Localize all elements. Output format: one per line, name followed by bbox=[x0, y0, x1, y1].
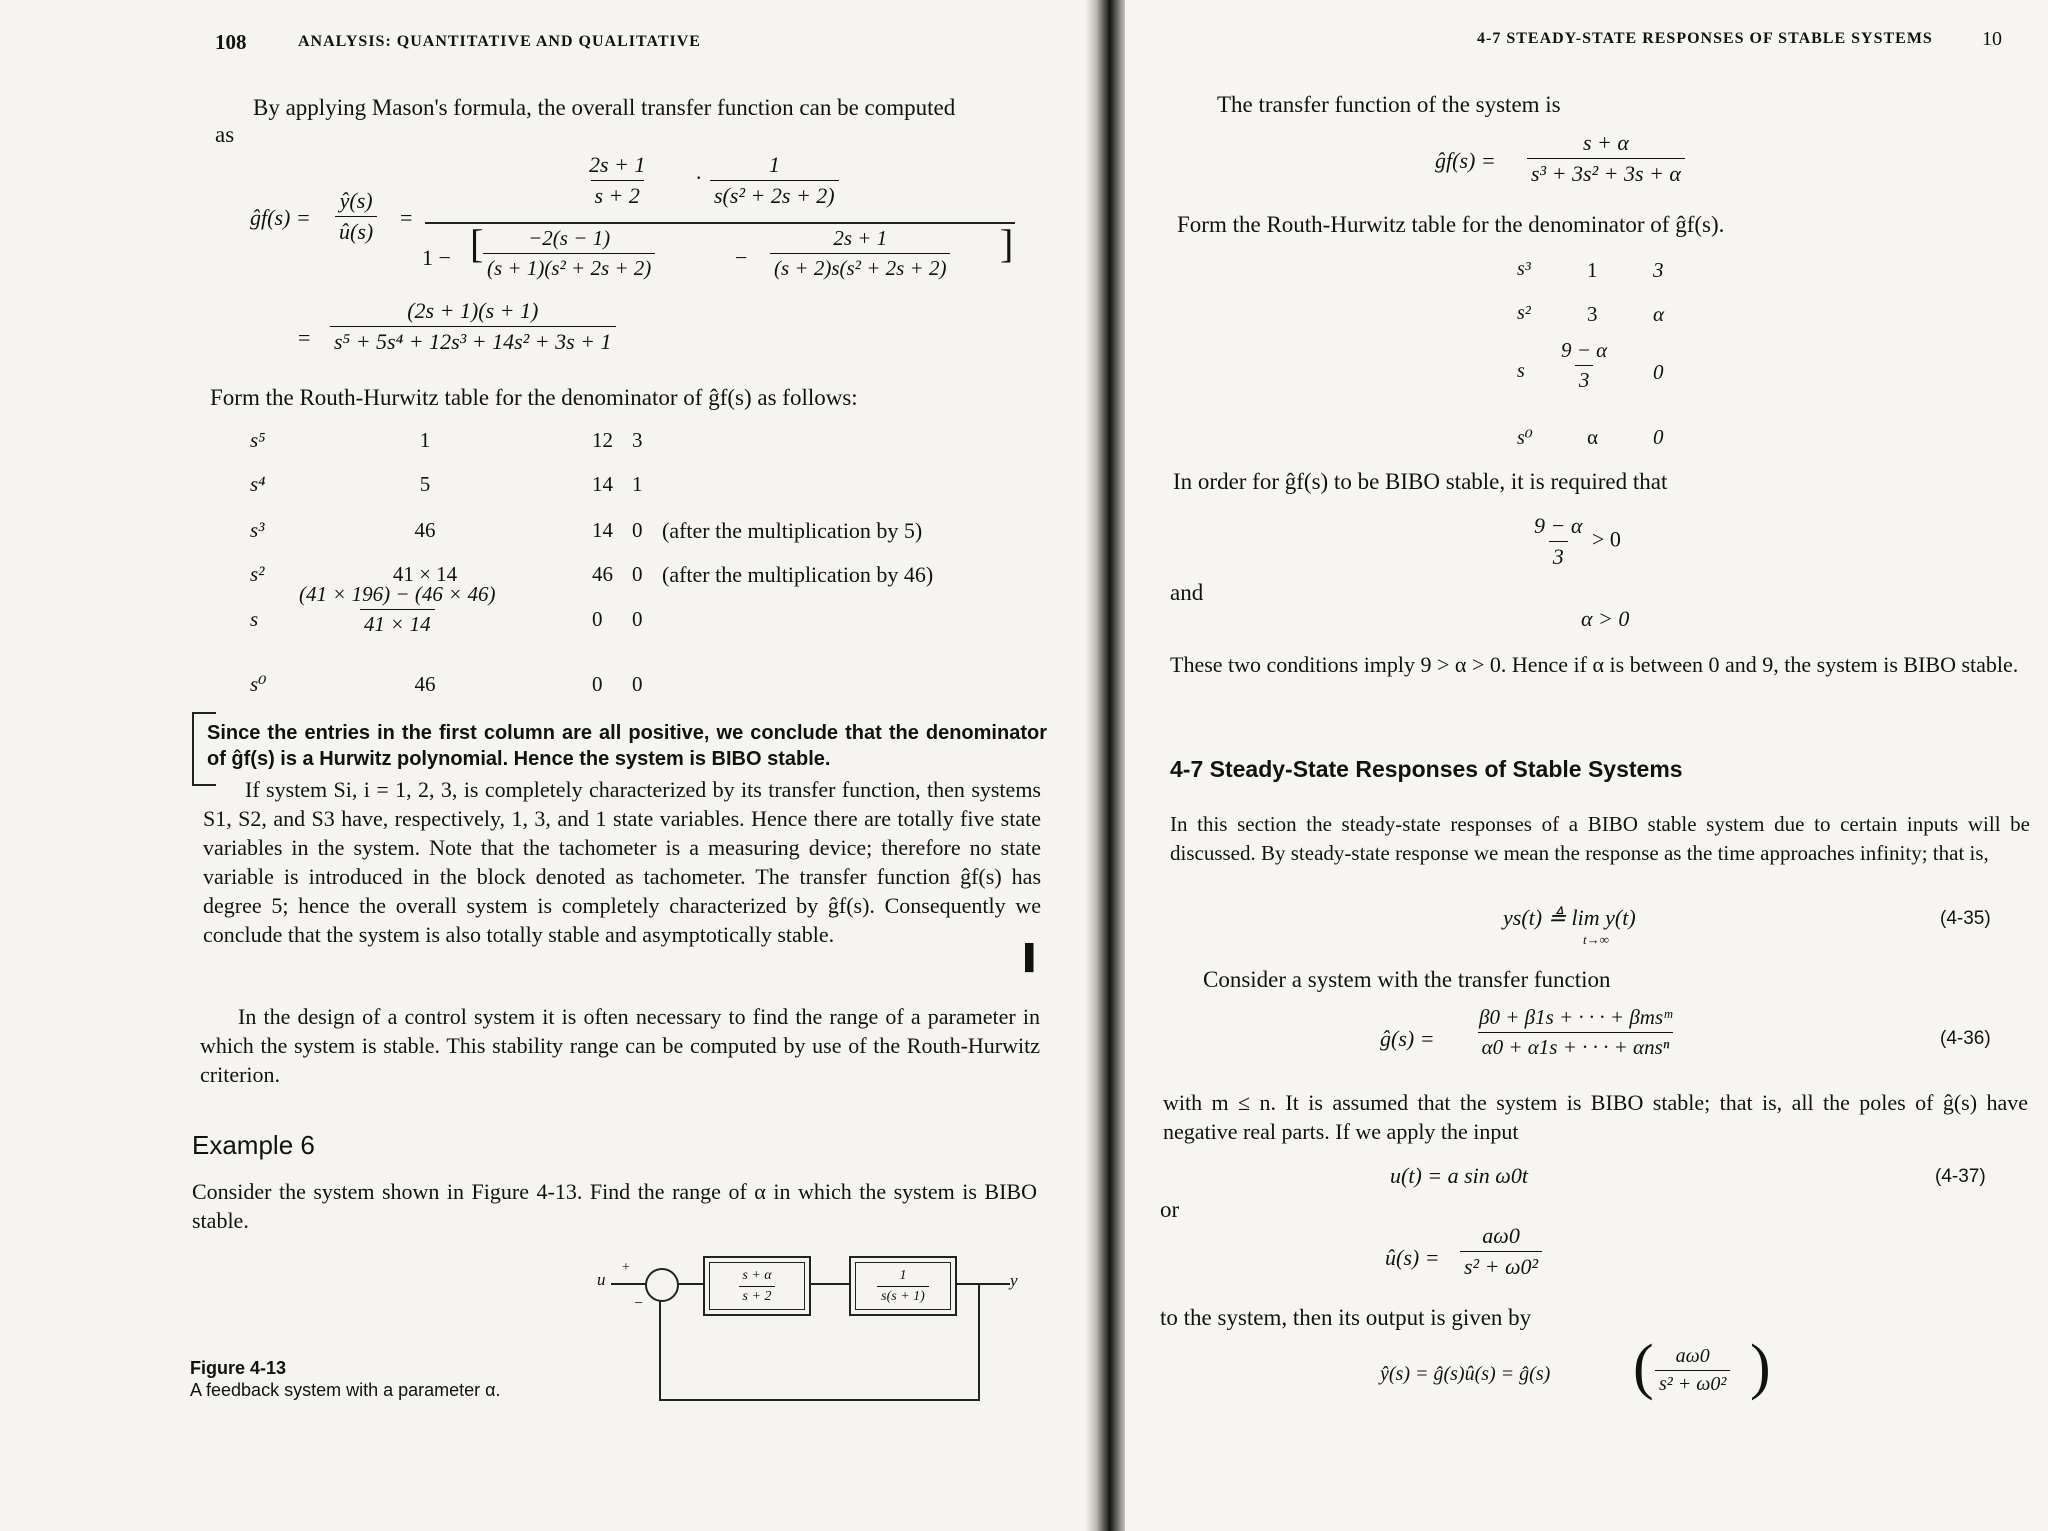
right-page-number: 10 bbox=[1982, 28, 2002, 50]
rh-right-c1-den: 3 bbox=[1575, 365, 1594, 393]
state-variables-paragraph: If system Si, i = 1, 2, 3, is completely characterized by its transfer function, then systems S1, S2, and S3 have, respectively, 1, 3, and 1 state variables. Hence there are totally five state variables in the system. Note that the tachometer is a measuring device; therefore no state variable is introduced in the block denoted as tachometer. The transfer function ĝf(s) has degree 5; hence the overall system is completely characterized by ĝf(s). Consequently we conclude that the system is also totally stable and asymptotically stable. bbox=[203, 777, 1041, 947]
right-running-head: 4-7 STEADY-STATE RESPONSES OF STABLE SYSTEMS bbox=[1477, 30, 1933, 47]
fig-input-line bbox=[611, 1283, 647, 1285]
eq-num-a: $\frac{2s + 1}{s + 2}$ bbox=[589, 152, 646, 208]
tf-lhs: ĝf(s) = bbox=[1435, 148, 1496, 173]
rh-c3: 3 bbox=[632, 428, 643, 452]
rh-c1 bbox=[295, 582, 500, 637]
eq-num-b: $\frac{1}{\text{s(s² + 2s + 2)}}$ bbox=[710, 152, 839, 209]
rh-power: s⁴ bbox=[250, 472, 266, 496]
yhat-lparen: ( bbox=[1633, 1333, 1654, 1401]
eq-4-36-fraction: $\frac{\text{β0 + β1s + · · · + βmsᵐ}}{\text{α0 + α1s + · · · + αnsⁿ}}$ bbox=[1479, 1005, 1672, 1059]
conclusion: These two conditions imply 9 > α > 0. Hence if α is between 0 and 9, the system is BIBO stable. bbox=[1170, 652, 2019, 677]
fig-line-between-blocks bbox=[809, 1283, 849, 1285]
uhat-fraction: $\frac{a\omega 0}{\text{s² + ω0²}}$ bbox=[1460, 1223, 1542, 1280]
output-intro: to the system, then its output is given by bbox=[1160, 1305, 1532, 1330]
intro-as: as bbox=[215, 122, 235, 147]
fig-output-label: y bbox=[1010, 1271, 1018, 1290]
rh-right-power: s³ bbox=[1517, 258, 1531, 280]
rh-c1: 5 bbox=[419, 472, 431, 496]
eq-4-36-lhs: ĝ(s) = bbox=[1380, 1026, 1435, 1051]
bold-paragraph: Since the entries in the first column are all positive, we conclude that the denominator of ĝf(s) is a Hurwitz polynomial. Hence the system is BIBO stable. bbox=[207, 722, 1047, 770]
rh-c2: 0 bbox=[592, 607, 603, 631]
summing-junction bbox=[645, 1268, 679, 1302]
end-of-proof-mark: ▌ bbox=[1025, 945, 1043, 971]
fig-feedback-up bbox=[659, 1300, 661, 1401]
rh-power: s⁰ bbox=[250, 672, 267, 696]
fig-plus-label: + bbox=[622, 1260, 630, 1275]
rh-right-c2: 0 bbox=[1653, 360, 1664, 384]
rh-c3: 0 bbox=[632, 518, 643, 542]
eq-den-rbracket: ] bbox=[1000, 221, 1014, 266]
tf-fraction: $\frac{s + \alpha}{\text{s³ + 3s² + 3s + α}}$ bbox=[1527, 130, 1685, 187]
rh-right-c1: 1 bbox=[1587, 258, 1598, 282]
fig-line-to-block1 bbox=[679, 1283, 703, 1285]
rh-c1-num: (41 × 196) − (46 × 46) bbox=[299, 582, 496, 606]
rh-c3: 1 bbox=[632, 472, 643, 496]
consider-text: Consider a system with the transfer function bbox=[1203, 967, 1611, 992]
rh-c2: 14 bbox=[592, 472, 613, 496]
rh-c1-fraction bbox=[295, 582, 500, 637]
book-gutter bbox=[1085, 0, 1130, 1531]
eq2-fraction: $\frac{(2s + 1)(s + 1)}{\text{s⁵ + 5s⁴ + 12s³ + 14s² + 3s + 1}}$ bbox=[330, 298, 616, 355]
left-page-number: 108 bbox=[215, 30, 247, 54]
rh-right-c1 bbox=[1557, 338, 1611, 393]
fig-input-label: u bbox=[597, 1270, 606, 1289]
and-label: and bbox=[1170, 580, 1204, 605]
example-heading: Example 6 bbox=[192, 1130, 315, 1160]
rh-power: s² bbox=[250, 562, 265, 586]
eq2-equals: = bbox=[298, 325, 311, 350]
block-2: $\frac{1}{s(s + 1)}$ bbox=[849, 1256, 957, 1316]
bibo-intro: In order for ĝf(s) to be BIBO stable, it is required that bbox=[1173, 469, 1668, 494]
tf-intro: The transfer function of the system is bbox=[1217, 92, 1561, 117]
rh-c3: 0 bbox=[632, 607, 643, 631]
eq-dot: · bbox=[695, 165, 703, 190]
section-heading: 4-7 Steady-State Responses of Stable Systems bbox=[1170, 756, 1683, 782]
rh-right-c2: α bbox=[1653, 302, 1665, 326]
yhat-rparen: ) bbox=[1750, 1333, 1771, 1401]
yhat-lhs: ŷ(s) = ĝ(s)û(s) = ĝ(s) bbox=[1380, 1363, 1551, 1385]
rh-right-power: s⁰ bbox=[1517, 427, 1533, 449]
example-text: Consider the system shown in Figure 4-13. Find the range of α in which the system is BIBO stable. bbox=[192, 1179, 1037, 1233]
eq-den-minus: − bbox=[735, 245, 748, 270]
eq-lhs: ĝf(s) = bbox=[250, 205, 311, 230]
condition-2: α > 0 bbox=[1581, 606, 1630, 631]
rh-right-c2: 0 bbox=[1653, 425, 1664, 449]
right-page bbox=[1125, 0, 2048, 1531]
rh-intro: Form the Routh-Hurwitz table for the denominator of ĝf(s) as follows: bbox=[210, 385, 858, 410]
eq-den-a: $\frac{-2(s - 1)}{\text{(s + 1)(s² + 2s + 2)}}$ bbox=[483, 226, 655, 281]
rh-c1: 46 bbox=[414, 672, 436, 696]
or-label: or bbox=[1160, 1197, 1180, 1222]
rh-c2: 12 bbox=[592, 428, 613, 452]
rh-c1-den: 41 × 14 bbox=[360, 609, 435, 637]
rh-note: (after the multiplication by 5) bbox=[662, 518, 923, 543]
left-running-head: ANALYSIS: QUANTITATIVE AND QUALITATIVE bbox=[298, 33, 701, 50]
uhat-lhs: û(s) = bbox=[1385, 1245, 1440, 1270]
rh-right-c2: 3 bbox=[1653, 258, 1664, 282]
yhat-fraction: $\frac{a\omega 0}{\text{s² + ω0²}}$ bbox=[1655, 1345, 1730, 1396]
rh-right-c1: 3 bbox=[1587, 302, 1598, 326]
rh-c2: 14 bbox=[592, 518, 613, 542]
eq-den-lbracket: [ bbox=[470, 221, 484, 266]
eq-main-bar bbox=[425, 222, 1015, 224]
rh-power: s³ bbox=[250, 518, 265, 542]
figure-caption-title: Figure 4-13 bbox=[190, 1358, 287, 1378]
eq-4-36-number: (4-36) bbox=[1940, 1028, 1991, 1049]
rh-note: (after the multiplication by 46) bbox=[662, 562, 934, 587]
rh-c1: 46 bbox=[414, 518, 436, 542]
eq-4-37-number: (4-37) bbox=[1935, 1166, 1986, 1187]
fig-feedback-down bbox=[978, 1283, 980, 1401]
eq-4-35-limit: t→∞ bbox=[1583, 932, 1609, 947]
eq-den-b: $\frac{2s + 1}{\text{(s + 2)s(s² + 2s + 2)}}$ bbox=[770, 226, 950, 281]
rh-intro-right: Form the Routh-Hurwitz table for the denominator of ĝf(s). bbox=[1177, 212, 1725, 237]
condition-1: $\frac{9 - \alpha}{3}$ > 0 bbox=[1534, 513, 1621, 569]
with-paragraph: with m ≤ n. It is assumed that the system is BIBO stable; that is, all the poles of ĝ(s) have negative real parts. If we apply the input bbox=[1163, 1090, 2028, 1144]
block-1: $\frac{s + \alpha}{s + 2}$ bbox=[703, 1256, 811, 1316]
rh-right-c1-num: 9 − α bbox=[1561, 338, 1608, 362]
eq-equals: = bbox=[400, 205, 413, 230]
rh-c1: 1 bbox=[419, 428, 431, 452]
section-paragraph: In this section the steady-state responses of a BIBO stable system due to certain inputs will be discussed. By steady-state response we mean the response as the time approaches infinity; that is, bbox=[1170, 812, 2030, 865]
eq-4-35-number: (4-35) bbox=[1940, 908, 1991, 929]
rh-c1: 41 × 14 bbox=[392, 562, 458, 586]
rh-right-c1-fraction bbox=[1557, 338, 1611, 393]
figure-caption-text: A feedback system with a parameter α. bbox=[190, 1380, 501, 1400]
eq-ratio: $\frac{ŷ(s)}{û(s)}$ bbox=[335, 188, 377, 245]
fig-minus-label: − bbox=[634, 1295, 644, 1312]
eq-den-one: 1 − bbox=[422, 245, 451, 270]
rh-c3: 0 bbox=[632, 672, 643, 696]
rh-right-power: s bbox=[1517, 360, 1525, 382]
intro-line: By applying Mason's formula, the overall transfer function can be computed bbox=[253, 95, 956, 120]
range-paragraph: In the design of a control system it is often necessary to find the range of a parameter in which the system is stable. This stability range can be computed by use of the Routh-Hurwitz criterion. bbox=[200, 1004, 1040, 1087]
rh-power: s⁵ bbox=[250, 428, 266, 452]
rh-c3: 0 bbox=[632, 562, 643, 586]
rh-right-power: s² bbox=[1517, 302, 1531, 324]
fig-feedback-bottom bbox=[659, 1399, 980, 1401]
eq-4-37: u(t) = a sin ω0t bbox=[1390, 1163, 1528, 1188]
rh-right-c1: α bbox=[1587, 425, 1599, 449]
fig-output-line bbox=[955, 1283, 1010, 1285]
rh-c2: 0 bbox=[592, 672, 603, 696]
eq-4-35: ys(t) ≜ lim y(t) bbox=[1503, 905, 1636, 930]
rh-power: s bbox=[250, 607, 259, 631]
rh-c2: 46 bbox=[592, 562, 613, 586]
